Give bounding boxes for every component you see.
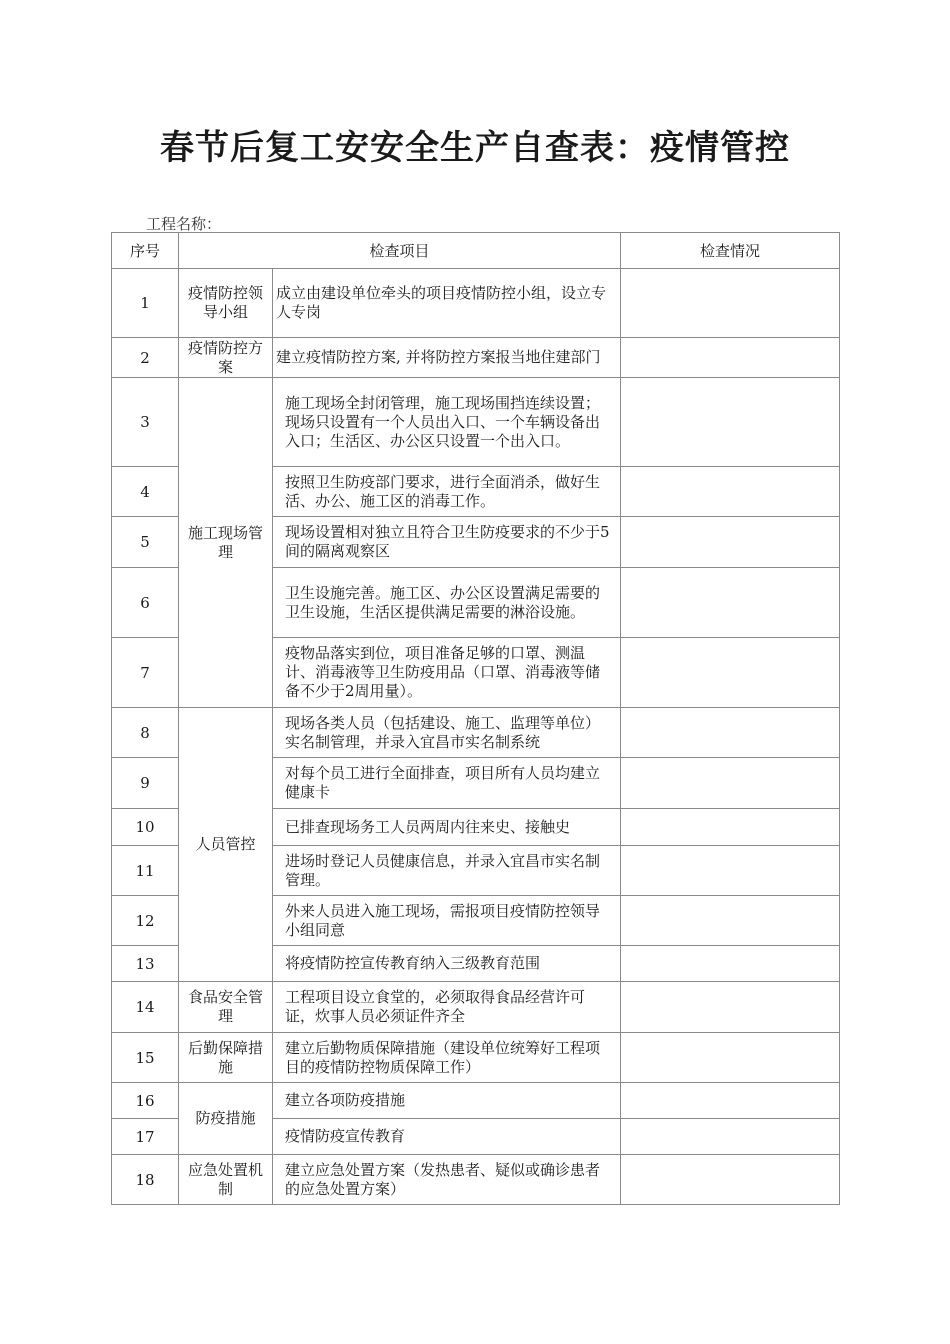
table-row [112, 708, 840, 758]
result-cell[interactable] [621, 638, 840, 708]
result-cell[interactable] [621, 982, 840, 1033]
category-cell: 防疫措施 [179, 1083, 273, 1155]
check-item: 建立应急处置方案（发热患者、疑似或确诊患者的应急处置方案） [273, 1155, 621, 1205]
header-result: 检查情况 [621, 233, 840, 269]
row-number: 5 [112, 517, 179, 568]
row-number: 6 [112, 568, 179, 638]
check-item: 工程项目设立食堂的，必须取得食品经营许可证，炊事人员必须证件齐全 [273, 982, 621, 1033]
row-number: 16 [112, 1083, 179, 1119]
check-item: 按照卫生防疫部门要求，进行全面消杀，做好生活、办公、施工区的消毒工作。 [273, 467, 621, 517]
category-cell: 后勤保障措施 [179, 1033, 273, 1083]
category-cell: 施工现场管理 [179, 378, 273, 708]
check-item: 现场各类人员（包括建设、施工、监理等单位）实名制管理，并录入宜昌市实名制系统 [273, 708, 621, 758]
result-cell[interactable] [621, 708, 840, 758]
result-cell[interactable] [621, 809, 840, 846]
category-cell: 应急处置机制 [179, 1155, 273, 1205]
row-number: 13 [112, 946, 179, 982]
table-row [112, 378, 840, 467]
category-cell: 疫情防控领导小组 [179, 269, 273, 338]
result-cell[interactable] [621, 517, 840, 568]
table-row [112, 1155, 840, 1205]
result-cell[interactable] [621, 758, 840, 809]
check-item: 将疫情防控宣传教育纳入三级教育范围 [273, 946, 621, 982]
result-cell[interactable] [621, 338, 840, 378]
header-no: 序号 [112, 233, 179, 269]
row-number: 3 [112, 378, 179, 467]
result-cell[interactable] [621, 846, 840, 896]
check-item: 施工现场全封闭管理，施工现场围挡连续设置；现场只设置有一个人员出入口、一个车辆设备出入口；生活区、办公区只设置一个出入口。 [273, 378, 621, 467]
row-number: 1 [112, 269, 179, 338]
table-row [112, 1033, 840, 1083]
check-item: 疫物品落实到位，项目准备足够的口罩、测温计、消毒液等卫生防疫用品（口罩、消毒液等储备不少于2周用量）。 [273, 638, 621, 708]
row-number: 10 [112, 809, 179, 846]
row-number: 2 [112, 338, 179, 378]
table-row [112, 338, 840, 378]
result-cell[interactable] [621, 896, 840, 946]
check-item: 现场设置相对独立且符合卫生防疫要求的不少于5间的隔离观察区 [273, 517, 621, 568]
row-number: 11 [112, 846, 179, 896]
checklist-table [111, 232, 840, 1205]
check-item: 卫生设施完善。施工区、办公区设置满足需要的卫生设施，生活区提供满足需要的淋浴设施。 [273, 568, 621, 638]
check-item: 已排查现场务工人员两周内往来史、接触史 [273, 809, 621, 846]
result-cell[interactable] [621, 1119, 840, 1155]
result-cell[interactable] [621, 378, 840, 467]
result-cell[interactable] [621, 568, 840, 638]
check-item: 建立后勤物质保障措施（建设单位统筹好工程项目的疫情防控物质保障工作） [273, 1033, 621, 1083]
row-number: 9 [112, 758, 179, 809]
check-item: 疫情防疫宣传教育 [273, 1119, 621, 1155]
page-title: 春节后复工安安全生产自查表：疫情管控 [160, 128, 790, 168]
check-item: 建立各项防疫措施 [273, 1083, 621, 1119]
result-cell[interactable] [621, 946, 840, 982]
row-number: 18 [112, 1155, 179, 1205]
row-number: 15 [112, 1033, 179, 1083]
check-item: 进场时登记人员健康信息，并录入宜昌市实名制管理。 [273, 846, 621, 896]
result-cell[interactable] [621, 1155, 840, 1205]
category-cell: 疫情防控方案 [179, 338, 273, 378]
row-number: 4 [112, 467, 179, 517]
table-row [112, 982, 840, 1033]
project-name-label: 工程名称： [146, 215, 222, 233]
check-item: 对每个员工进行全面排查，项目所有人员均建立健康卡 [273, 758, 621, 809]
table-row [112, 269, 840, 338]
result-cell[interactable] [621, 269, 840, 338]
table-row [112, 1083, 840, 1119]
result-cell[interactable] [621, 1083, 840, 1119]
check-item: 成立由建设单位牵头的项目疫情防控小组，设立专人专岗 [273, 269, 621, 338]
row-number: 17 [112, 1119, 179, 1155]
check-item: 建立疫情防控方案, 并将防控方案报当地住建部门 [273, 338, 621, 378]
result-cell[interactable] [621, 1033, 840, 1083]
row-number: 12 [112, 896, 179, 946]
row-number: 14 [112, 982, 179, 1033]
row-number: 8 [112, 708, 179, 758]
result-cell[interactable] [621, 467, 840, 517]
category-cell: 人员管控 [179, 708, 273, 982]
check-item: 外来人员进入施工现场，需报项目疫情防控领导小组同意 [273, 896, 621, 946]
header-item: 检查项目 [179, 233, 621, 269]
row-number: 7 [112, 638, 179, 708]
table-header-row [112, 233, 840, 269]
category-cell: 食品安全管理 [179, 982, 273, 1033]
